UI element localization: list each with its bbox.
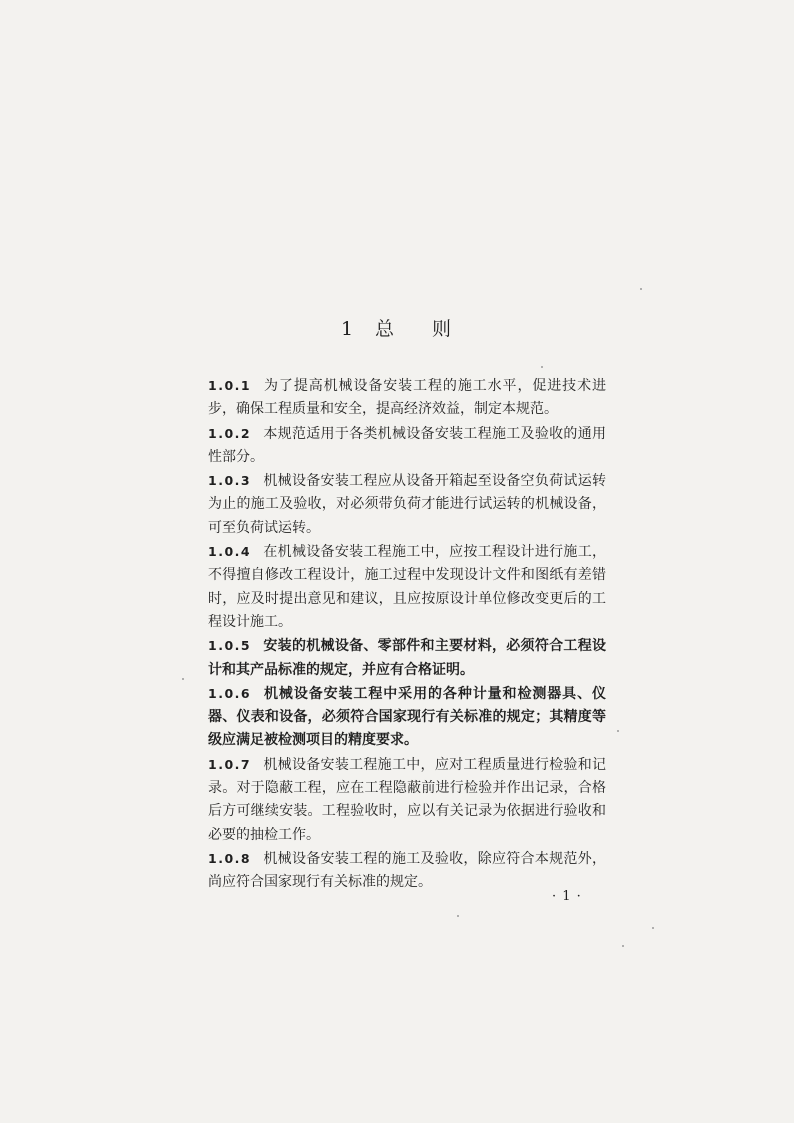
clause-1-0-6: [208, 682, 606, 753]
scan-speck: [182, 678, 184, 680]
page-number: · 1 ·: [552, 889, 582, 904]
clause-text: 机械设备安装工程施工中，应对工程质量进行检验和记录。对于隐蔽工程，应在工程隐蔽前进行检验并作出记录，合格后方可继续安装。工程验收时，应以有关记录为依据进行验收和必要的抽检工作。: [208, 756, 606, 843]
clause-text: 在机械设备安装工程施工中，应按工程设计进行施工，不得擅自修改工程设计，施工过程中发现设计文件和图纸有差错时，应及时提出意见和建议，且应按原设计单位修改变更后的工程设计施工。: [208, 544, 606, 630]
clause-number: 1.0.1: [208, 378, 252, 393]
scan-speck: [541, 366, 543, 368]
clause-number: 1.0.4: [208, 544, 252, 560]
clause-1-0-2: [208, 422, 606, 470]
clause-text: 机械设备安装工程应从设备开箱起至设备空负荷试运转为止的施工及验收，对必须带负荷才能进行试运转的机械设备，可至负荷试运转。: [208, 473, 606, 536]
clause-text: 本规范适用于各类机械设备安装工程施工及验收的通用性部分。: [208, 425, 606, 465]
clause-text: 机械设备安装工程的施工及验收，除应符合本规范外，尚应符合国家现行有关标准的规定。: [208, 850, 606, 891]
clause-text: 机械设备安装工程中采用的各种计量和检测器具、仪器、仪表和设备，必须符合国家现行有关标准的规定；其精度等级应满足被检测项目的精度要求。: [208, 685, 606, 749]
clause-text: 安装的机械设备、零部件和主要材料，必须符合工程设计和其产品标准的规定，并应有合格证明。: [208, 638, 606, 678]
clause-number: 1.0.8: [208, 850, 252, 866]
clause-text: 为了提高机械设备安装工程的施工水平，促进技术进步，确保工程质量和安全，提高经济效益，制定本规范。: [208, 378, 606, 418]
chapter-number: 1: [340, 318, 356, 340]
clause-1-0-8: [208, 847, 606, 895]
scan-speck: [622, 945, 624, 947]
clause-1-0-3: [208, 469, 606, 540]
clause-1-0-1: [208, 374, 606, 422]
chapter-title-char-2: 则: [432, 318, 454, 340]
clause-number: 1.0.2: [208, 425, 252, 441]
clause-1-0-7: [208, 753, 606, 847]
clause-number: 1.0.3: [208, 473, 252, 489]
clause-1-0-4: [208, 540, 606, 634]
clauses-body: [208, 374, 606, 895]
scan-speck: [652, 927, 654, 929]
clause-number: 1.0.6: [208, 685, 252, 701]
clause-1-0-5: [208, 634, 606, 682]
scan-speck: [457, 915, 459, 917]
scan-speck: [640, 288, 642, 290]
clause-number: 1.0.7: [208, 756, 252, 772]
chapter-title-char-1: 总: [375, 318, 397, 340]
clause-number: 1.0.5: [208, 638, 252, 654]
chapter-title: [0, 314, 794, 341]
scan-speck: [617, 730, 619, 732]
